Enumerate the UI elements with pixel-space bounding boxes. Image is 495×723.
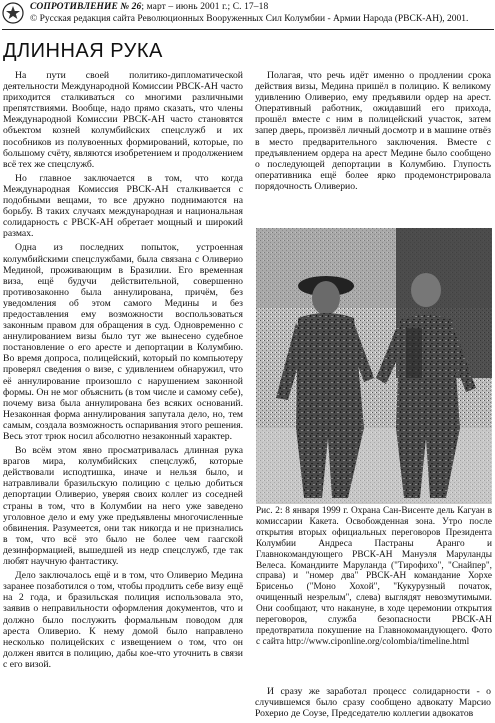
photo-two-men-in-fatigues bbox=[256, 228, 492, 504]
paragraph: На пути своей политико-дипломатической деятельности Международной Комиссии РВСК-АН часто приходится сталкиваться со многими различными препятствиями. Вообще, надо прямо сказать, что члены Международной Комиссии РВСК-АН часто становятся объектом козней колумбийских спецслужб и их пособников из полувоенных формирований, которые, по большому счёту, являются изобретением и продолжением всё тех же спецслужб. bbox=[3, 70, 243, 170]
header-divider bbox=[2, 29, 494, 30]
page-header bbox=[0, 0, 495, 30]
paragraph: И сразу же заработал процесс солидарности - о случившемся было сразу сообщено адвокату Марсио Рохерио де Соузе, Председателю коллегии адвокатов bbox=[255, 686, 491, 720]
bottom-paragraph bbox=[255, 686, 491, 719]
article-title: ДЛИННАЯ РУКА bbox=[3, 40, 163, 62]
left-column bbox=[3, 70, 243, 673]
right-column bbox=[255, 70, 491, 195]
journal-issue: ; март – июнь 2001 г.; С. 17–18 bbox=[141, 2, 269, 12]
paragraph: Дело заключалось ещё и в том, что Оливерио Медина заранее позаботился о том, чтобы продлить себе визу ещё на 2 года, и бразильская полиция использовала это, заявив о неправильности оформления документов, что и должно было послужить формальным поводом для ареста Оливерио. К нему домой было направлено несколько полицейских с извещением о том, что он должен явится в полицию, дабы кое-что уточнить в связи с его визой. bbox=[3, 570, 243, 670]
copyright-line: © Русская редакция сайта Революционных Вооруженных Сил Колумбии - Армии Народа (РВСК-АН), 2001. bbox=[30, 14, 469, 24]
paragraph: Но главное заключается в том, что когда Международная Комиссия РВСК-АН сталкивается с подобными вещами, то все дружно поднимаются на борьбу. В таких случаях международная и национальная солидарность с РВСК-АН обретает мощный и широкий размах. bbox=[3, 172, 243, 240]
organization-emblem-icon bbox=[2, 2, 24, 24]
figure-caption: Рис. 2: 8 января 1999 г. Охрана Сан-Висенте дель Кагуан в комиссарии Какета. Освобожденная зона. Утро после открытия вторых официальных переговоров Президента Колумбии Андреса Пастраны Аранго и Главнокомандующего РВСК-АН Мануэля Маруланды Велеса. Командиите Маруланда ("Тирофихо", "Снайпер", справа) и "номер два" РВСК-АН командание Хорхе Брисеньо ("Моно Хохой", "Кукурузный початок, очищенный незрелым", слева) выглядят невозмутимыми. Они сообщают, что накануне, в ходе церемонии открытия переговоров, служба безопасности РВСК-АН предотвратила покушение на Главнокомандующего. Фото с сайта http://www.ciponline.org/colombia/timeline.html bbox=[256, 506, 492, 647]
journal-citation bbox=[30, 2, 268, 12]
journal-name: СОПРОТИВЛЕНИЕ № 26 bbox=[30, 2, 142, 12]
paragraph: Во всём этом явно просматривалась длинная рука врагов мира, колумбийских спецслужб, которые действовали исподтишка, иначе и нельзя было, и натравливали бразильскую полицию с целью добиться депортации Оливерио, уверяя своих коллег из соседней страны в том, что в Колумбии на него уже заведено уголовное дело и ему уже предъявлены многочисленные обвинения. Разумеется, они так никогда и не признались в том, что всё это было не более чем гаагской дезинформацией, вышедшей из недр спецслужб, где так любят научную фантастику. bbox=[3, 445, 243, 568]
paragraph: Полагая, что речь идёт именно о продлении срока действия визы, Медина пришёл в полицию. К великому удивлению Оливерио, ему предъявили ордер на арест. Оперативный работник, ожидавший его прихода, прошёл вместе с ним в полицейский участок, затем запер дверь, произвёл личный досмотр и в машине отвёз в место предварительного заключения. Вместе с предъявлением ордера на арест Медине было сообщено о последующей депортации в Колумбию. Глупость оперативника ещё более ярко продемонстрировала порядочность Оливерио. bbox=[255, 70, 491, 192]
paragraph: Одна из последних попыток, устроенная колумбийскими спецслужбами, была связана с Оливерио Мединой, проживающим в Бразилии. Его временная виза, ещё будучи действительной, совершенно противозаконно была аннулирована, причём, без уведомления об этом самого Медины и без предоставления ему возможности воспользоваться законным правом для обращения в суд. Одновременно с аннулированием визы было тут же вынесено судебное постановление о его аресте и депортации в Колумбию. Во время допроса, полицейский, который по компьютеру проверял сведения о визе, с удивлением обнаружил, что её аннулирование произошло с нарушением законной формы. Он не мог объяснить (в том числе и самому себе), почему виза была аннулирована без всяких оснований. Незаконная форма аннулирования запутала дело, но, тем самым, создала возможность оспаривания этого решения. Весь этот трюк носил абсолютно незаконный характер. bbox=[3, 242, 243, 442]
